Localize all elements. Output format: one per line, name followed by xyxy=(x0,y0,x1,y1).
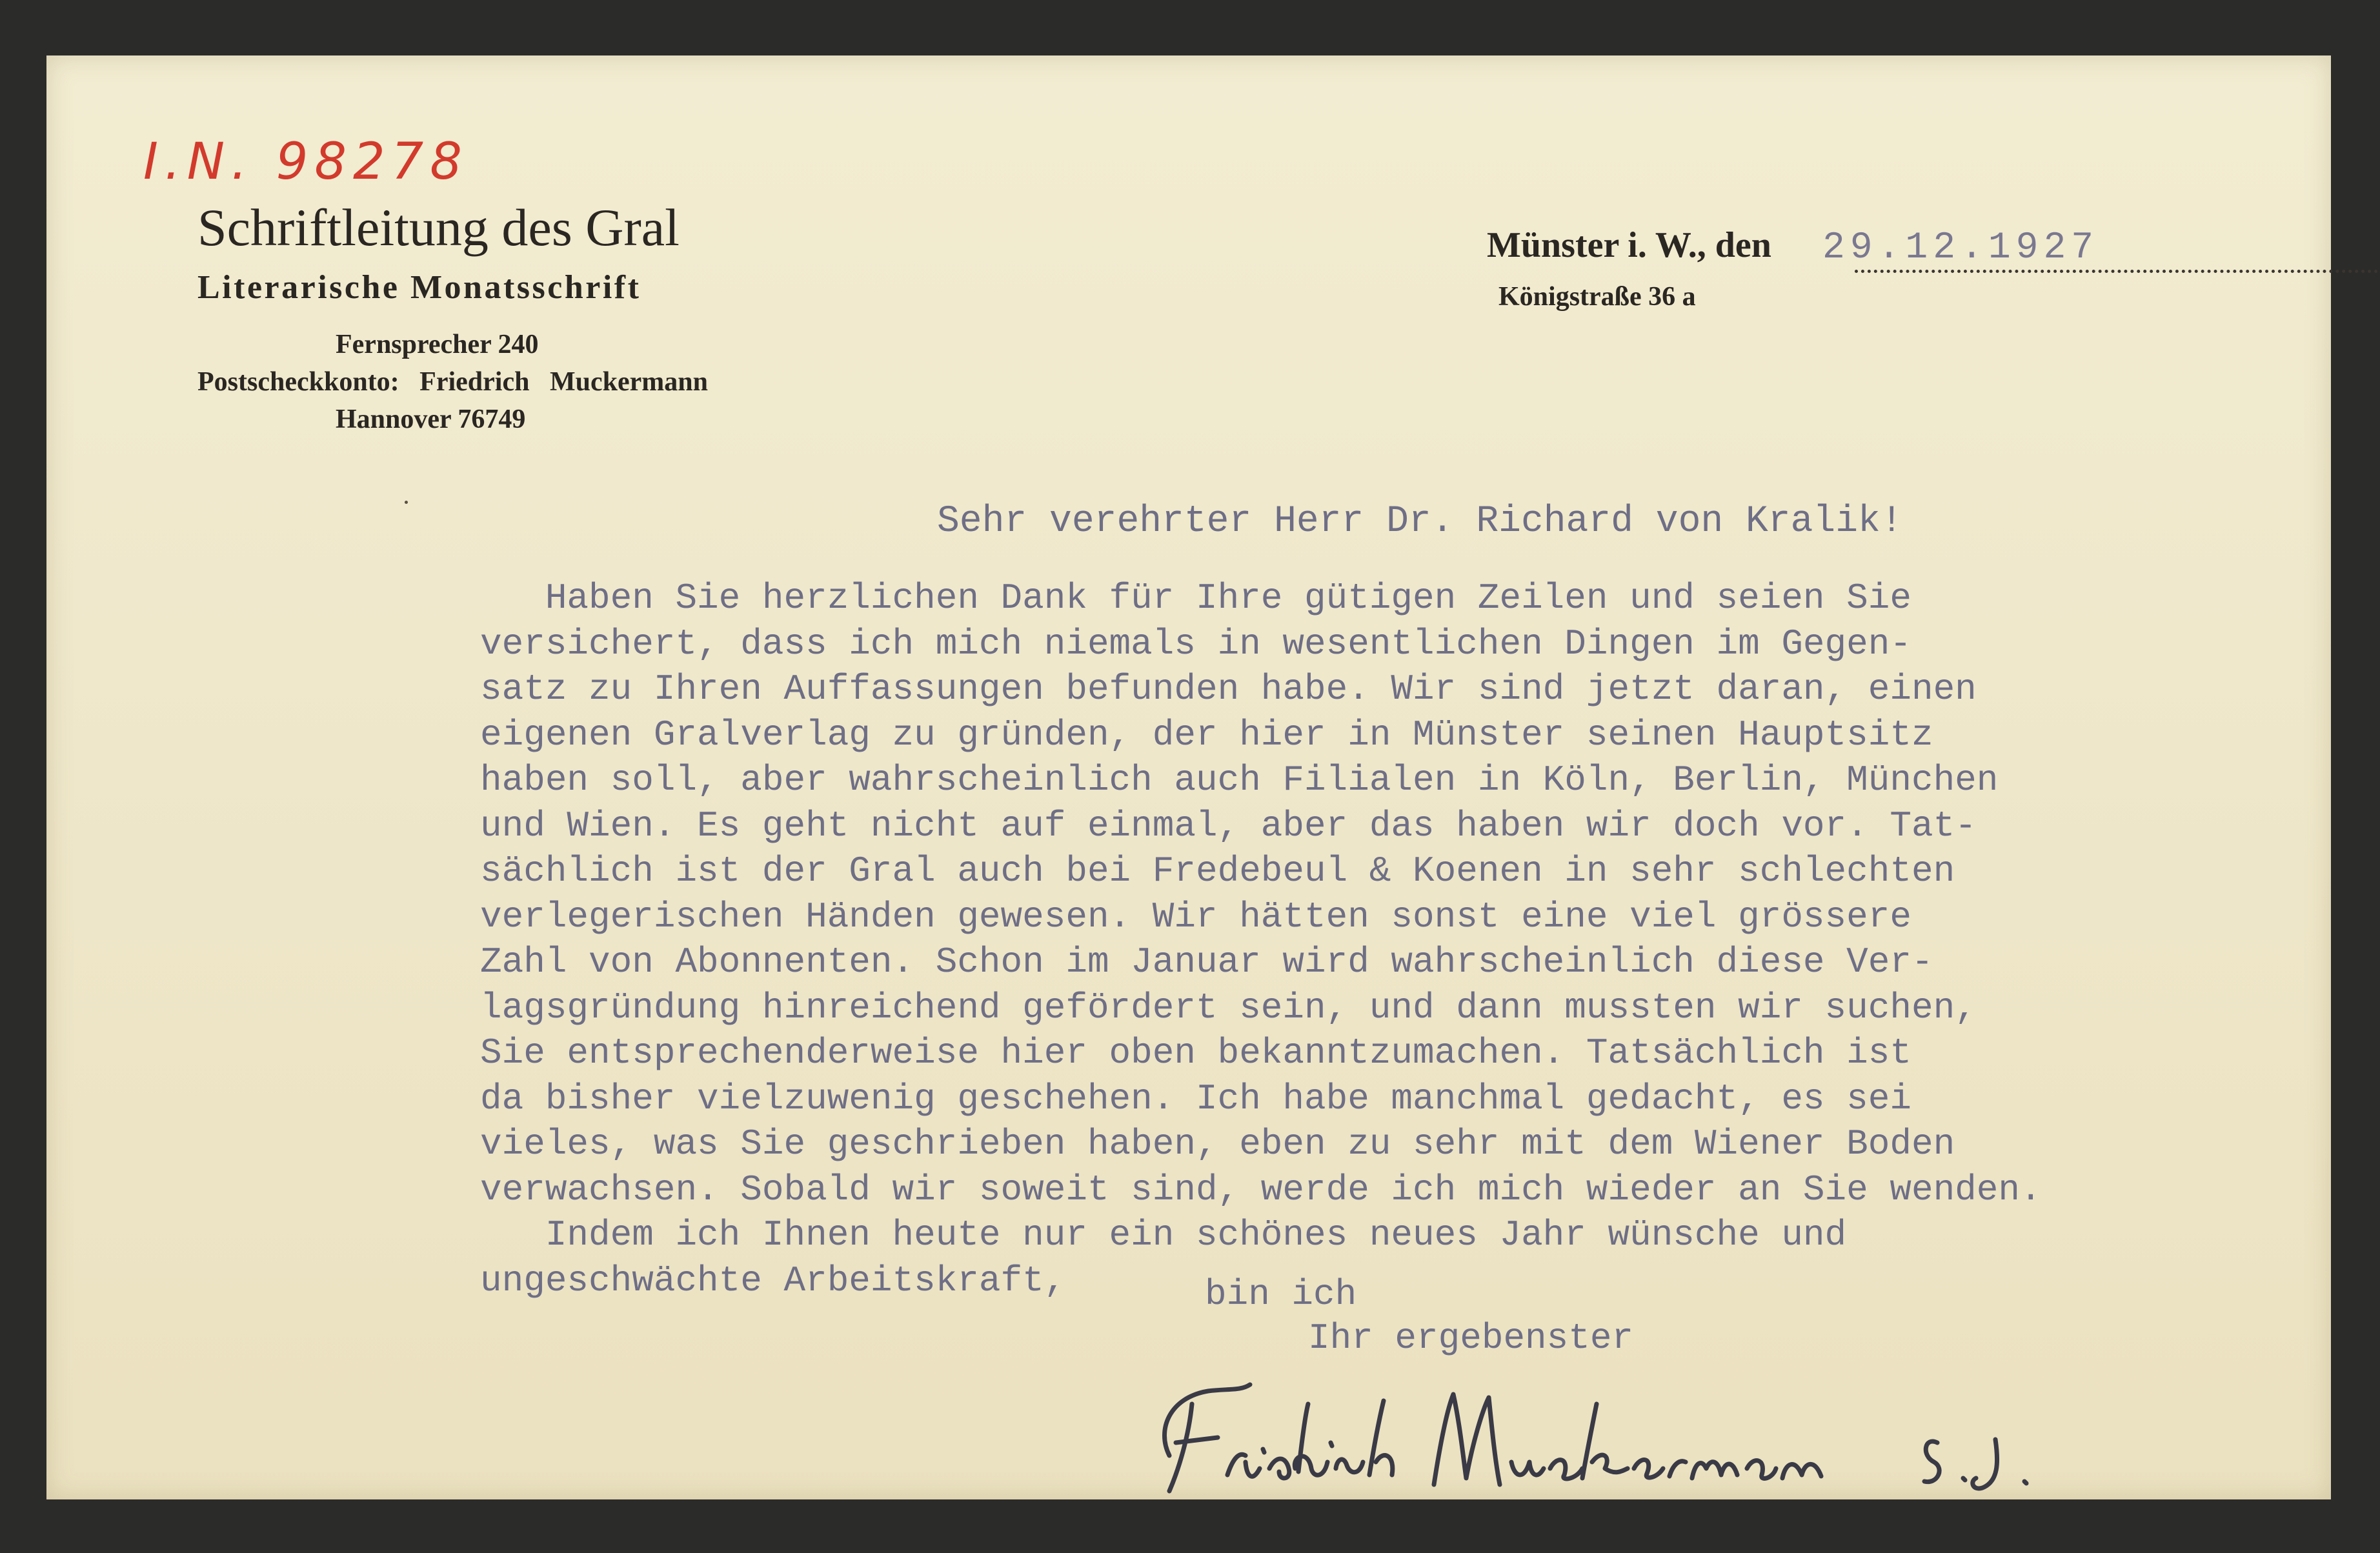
body-line: Sie entsprechenderweise hier oben bekanntzumachen. Tatsächlich ist xyxy=(480,1032,1911,1074)
salutation: Sehr verehrter Herr Dr. Richard von Kralik! xyxy=(937,501,1903,543)
body-line: ungeschwächte Arbeitskraft, xyxy=(480,1259,1066,1301)
letterhead-phone: Fernsprecher 240 xyxy=(336,330,539,359)
archive-number: I.N. 98278 xyxy=(143,133,469,191)
closing-line-1: bin ich xyxy=(1205,1274,1357,1315)
body-line: Haben Sie herzlichen Dank für Ihre gütigen Zeilen und seien Sie xyxy=(480,577,1911,619)
closing-line-2: Ihr ergebenster xyxy=(1308,1318,1634,1359)
body-line: da bisher vielzuwenig geschehen. Ich habe manchmal gedacht, es sei xyxy=(480,1077,1911,1119)
paper-speck xyxy=(405,501,408,504)
letter-sheet xyxy=(46,55,2331,1499)
body-line: sächlich ist der Gral auch bei Fredebeul & Koenen in sehr schlechten xyxy=(480,850,1955,892)
letterhead-subtitle: Literarische Monatsschrift xyxy=(197,269,641,306)
letterhead-account-city: Hannover 76749 xyxy=(336,405,526,434)
body-line: Indem ich Ihnen heute nur ein schönes neues Jahr wünsche und xyxy=(480,1214,1847,1256)
body-line: eigenen Gralverlag zu gründen, der hier in Münster seinen Hauptsitz xyxy=(480,714,1933,756)
letterhead-title: Schriftleitung des Gral xyxy=(197,198,680,257)
body-line: verlegerischen Händen gewesen. Wir hätten sonst eine viel grössere xyxy=(480,896,1911,937)
body-line: verwachsen. Sobald wir soweit sind, werde ich mich wieder an Sie wenden. xyxy=(480,1168,2042,1210)
body-line: und Wien. Es geht nicht auf einmal, aber das haben wir doch vor. Tat- xyxy=(480,805,1977,847)
body-line: haben soll, aber wahrscheinlich auch Filialen in Köln, Berlin, München xyxy=(480,759,1999,801)
body-line: satz zu Ihren Auffassungen befunden habe. Wir sind jetzt daran, einen xyxy=(480,668,1977,710)
letter-body xyxy=(480,576,2042,1303)
letterhead-right xyxy=(1487,225,2099,312)
body-line: lagsgründung hinreichend gefördert sein, und dann mussten wir suchen, xyxy=(480,987,1977,1028)
body-line: versichert, dass ich mich niemals in wesentlichen Dingen im Gegen- xyxy=(480,623,1911,665)
street-address: Königstraße 36 a xyxy=(1498,282,1696,312)
place-prefix: Münster i. W., den xyxy=(1487,225,1771,265)
letterhead-postal-account: Postscheckkonto: Friedrich Muckermann xyxy=(197,367,708,397)
body-line: vieles, was Sie geschrieben haben, eben zu sehr mit dem Wiener Boden xyxy=(480,1123,1955,1165)
letter-date: 29.12.1927 xyxy=(1822,227,2099,269)
body-line: Zahl von Abonnenten. Schon im Januar wird wahrscheinlich diese Ver- xyxy=(480,941,1933,983)
handwritten-signature xyxy=(1131,1365,2137,1514)
